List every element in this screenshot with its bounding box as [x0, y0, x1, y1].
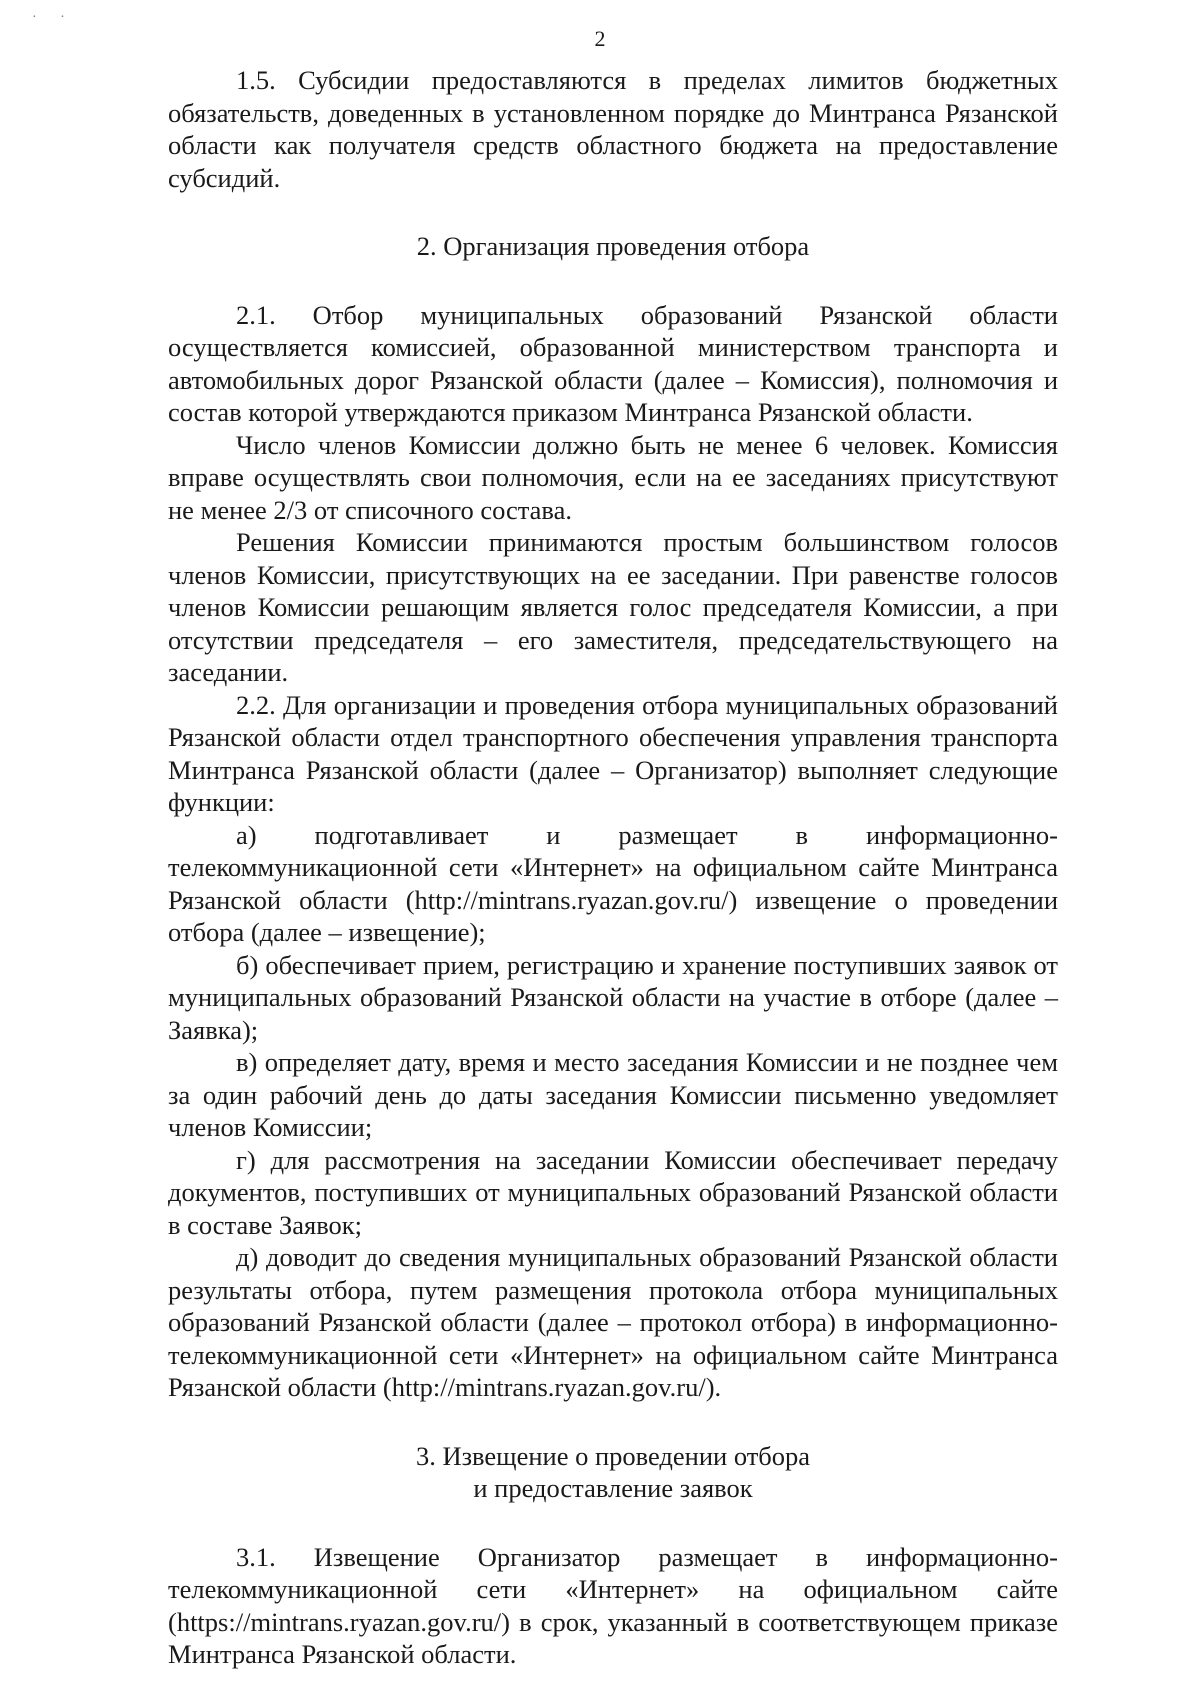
- paragraph-2-2-b: б) обеспечивает прием, регистрацию и хранение поступивших заявок от муниципальных образований Рязанской области на участие в отборе (далее – Заявка);: [168, 949, 1058, 1045]
- section-heading-3-line-2: и предоставление заявок: [473, 1473, 753, 1503]
- paragraph-2-1-members: Число членов Комиссии должно быть не менее 6 человек. Комиссия вправе осуществлять свои полномочия, если на ее заседаниях присутствуют не менее 2/3 от списочного состава.: [168, 429, 1058, 525]
- section-heading-2: 2. Организация проведения отбора: [416, 231, 810, 261]
- paragraph-2-2-g: г) для рассмотрения на заседании Комиссии обеспечивает передачу документов, поступивших от муниципальных образований Рязанской области в составе Заявок;: [168, 1144, 1058, 1240]
- paragraph-2-2: 2.2. Для организации и проведения отбора муниципальных образований Рязанской области отдел транспортного обеспечения управления транспорта Минтранса Рязанской области (далее – Организатор) выполняет следующие функции:: [168, 689, 1058, 817]
- paragraph-2-2-v: в) определяет дату, время и место заседания Комиссии и не позднее чем за один рабочий день до даты заседания Комиссии письменно уведомляет членов Комиссии;: [168, 1047, 1058, 1142]
- paragraph-1-5: 1.5. Субсидии предоставляются в пределах лимитов бюджетных обязательств, доведенных в установленном порядке до Минтранса Рязанской области как получателя средств областного бюджета на предоставление субсидий.: [168, 65, 1058, 193]
- section-heading-3-line-1: 3. Извещение о проведении отбора: [415, 1440, 811, 1471]
- paragraph-3-1: 3.1. Извещение Организатор размещает в информационно-телекоммуникационной сети «Интернет» на официальном сайте (https://mintrans.ryazan.gov.ru/) в срок, указанный в соответствующем приказе Минтранса Рязанской области.: [168, 1541, 1058, 1669]
- paragraph-2-2-a: а) подготавливает и размещает в информационно-телекоммуникационной сети «Интернет» на официальном сайте Минтранса Рязанской области (http://mintrans.ryazan.gov.ru/) извещение о проведении отбора (далее – извещение);: [168, 819, 1058, 947]
- scan-marks: · ·: [32, 10, 75, 25]
- document-body: [168, 64, 1058, 1671]
- paragraph-2-2-d: д) доводит до сведения муниципальных образований Рязанской области результаты отбора, путем размещения протокола отбора муниципальных образований Рязанской области (далее – протокол отбора) в информационно-телекоммуникационной сети «Интернет» на официальном сайте Минтранса Рязанской области (http://mintrans.ryazan.gov.ru/).: [168, 1242, 1058, 1402]
- page-number: 2: [594, 26, 606, 51]
- paragraph-2-1-decisions: Решения Комиссии принимаются простым большинством голосов членов Комиссии, присутствующих на ее заседании. При равенстве голосов членов Комиссии решающим является голос председателя Комиссии, а при отсутствии председателя – его заместителя, председательствующего на заседании.: [168, 527, 1058, 687]
- paragraph-2-1: 2.1. Отбор муниципальных образований Рязанской области осуществляется комиссией, образованной министерством транспорта и автомобильных дорог Рязанской области (далее – Комиссия), полномочия и состав которой утверждаются приказом Минтранса Рязанской области.: [168, 299, 1058, 427]
